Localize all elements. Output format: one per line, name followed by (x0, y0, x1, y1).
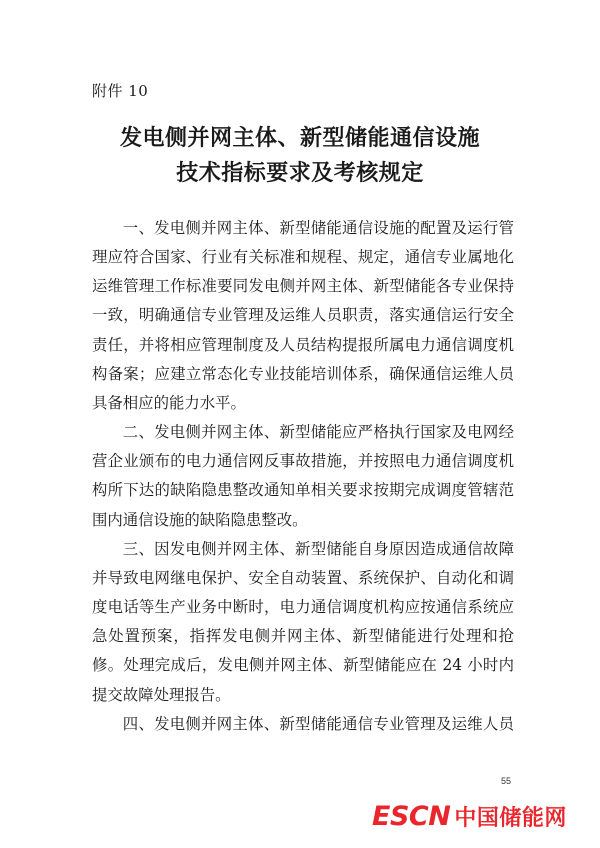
document-title-line-1: 发电侧并网主体、新型储能通信设施 (119, 126, 480, 151)
attachment-label: 附件 10 (92, 82, 149, 100)
watermark-chinese: 中国储能网 (454, 806, 567, 831)
document-title-line-2: 技术指标要求及考核规定 (176, 161, 424, 186)
page-number: 55 (501, 776, 512, 786)
escn-watermark-logo (372, 801, 567, 832)
paragraph-3: 三、因发电侧并网主体、新型储能自身原因造成通信故障并导致电网继电保护、安全自动装置、系统保护、自动化和调度电话等生产业务中断时，电力通信调度机构应按通信系统应急处置预案，指挥发电侧并网主体、新型储能进行处理和抢修。处理完成后，发电侧并网主体、新型储能应在 24 小时内提交故障处理报告。 (92, 539, 514, 704)
watermark-latin: ESCN (372, 801, 451, 832)
paragraph-4: 四、发电侧并网主体、新型储能通信专业管理及运维人员 (122, 714, 514, 733)
paragraph-1: 一、发电侧并网主体、新型储能通信设施的配置及运行管理应符合国家、行业有关标准和规程、规定，通信专业属地化运维管理工作标准要同发电侧并网主体、新型储能各专业保持一致，明确通信专业管理及运维人员职责，落实通信运行安全责任，并将相应管理制度及人员结构提报所属电力通信调度机构备案；应建立常态化专业技能培训体系，确保通信运维人员具备相应的能力水平。 (92, 219, 514, 412)
paragraph-2: 二、发电侧并网主体、新型储能应严格执行国家及电网经营企业颁布的电力通信网反事故措施，并按照电力通信调度机构所下达的缺陷隐患整改通知单相关要求按期完成调度管辖范围内通信设施的缺陷隐患整改。 (92, 423, 514, 529)
document-body (92, 214, 514, 739)
